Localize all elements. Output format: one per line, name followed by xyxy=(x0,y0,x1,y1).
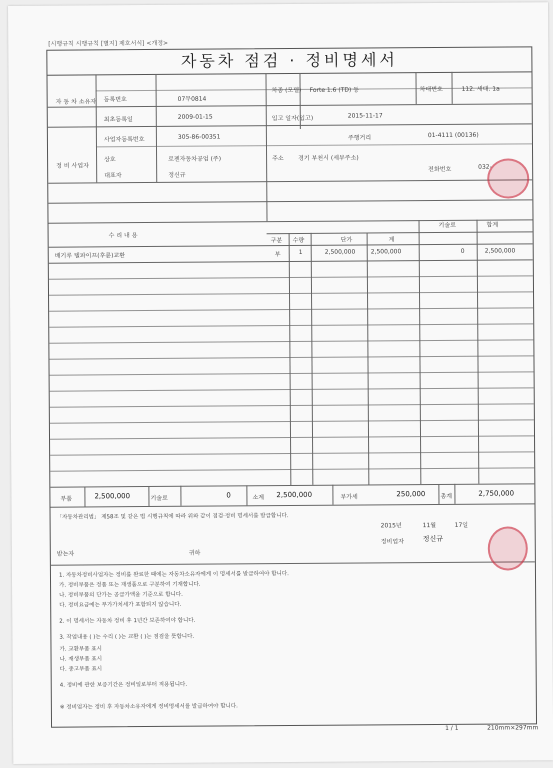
owner-section-label: 자 동 차 소유자 xyxy=(55,98,97,106)
rep-value: 정신규 xyxy=(168,171,186,179)
rep-label: 대표자 xyxy=(104,172,122,180)
row-desc: 배기루 텔파이프(후륜)교환 xyxy=(54,252,126,260)
shop-section-label: 정 비 사업자 xyxy=(56,162,89,170)
phone-label: 전화번호 xyxy=(428,165,452,174)
note-item: 4. 정비에 관한 보증기간은 정비일로부터 적용됩니다. xyxy=(59,681,188,689)
shop-name-label: 상호 xyxy=(104,156,116,164)
address-value: 경기 부천시 (세부주소) xyxy=(298,154,359,162)
subtotal-value: 2,500,000 xyxy=(276,490,313,500)
labor-label: 기술료 xyxy=(150,494,168,503)
recipient-label: 받는자 xyxy=(56,550,75,558)
invoice-form xyxy=(46,46,537,727)
model-label: 차종 (모델) xyxy=(271,86,302,95)
note-item: 나. 정비부품의 단가는 공급가액을 기준으로 합니다. xyxy=(59,591,183,599)
parts-total: 2,500,000 xyxy=(94,492,131,501)
col-total: 합계 xyxy=(486,221,499,229)
biz-no-label: 사업자등록번호 xyxy=(103,136,145,144)
row-qty: 1 xyxy=(298,248,303,256)
note-item: ※ 정비업자는 정비 후 자동차소유자에게 정비명세서를 발급하여야 합니다. xyxy=(59,703,238,711)
page-number: 1 / 1 xyxy=(445,724,459,732)
chassis-label: 차대번호 xyxy=(419,85,443,94)
row-sum: 2,500,000 xyxy=(370,248,402,256)
note-item: 다. 정비요금에는 부가가치세가 포함되지 않습니다. xyxy=(59,601,182,609)
issue-year: 2015년 xyxy=(380,522,402,530)
vat-label: 부가세 xyxy=(340,493,358,501)
note-item: 나. 재생부품 표시 xyxy=(59,656,103,663)
address-label: 주소 xyxy=(272,155,284,163)
paper-size: 210mm×297mm xyxy=(487,724,539,732)
reg-no-value: 07무0814 xyxy=(177,95,207,103)
detail-header: 수 리 내 용 xyxy=(108,232,138,240)
km-label: 주행거리 xyxy=(347,134,372,142)
grand-total-label: 총계 xyxy=(440,492,453,500)
issuer-name: 정신규 xyxy=(422,534,444,544)
note-item: 2. 이 명세서는 자동차 정비 후 1년간 보존하여야 합니다. xyxy=(59,617,196,625)
km-value: 01-4111 (00136) xyxy=(427,131,479,140)
subtotal-label: 소계 xyxy=(252,494,265,502)
col-qty: 수량 xyxy=(292,236,305,245)
first-reg-label: 최초등록일 xyxy=(103,116,133,124)
document-page xyxy=(8,2,553,764)
labor-total: 0 xyxy=(226,491,231,500)
note-item: 1. 자동차정비사업자는 정비를 완료한 때에는 자동차소유자에게 이 명세서를 발급하여야 합니다. xyxy=(58,571,289,579)
first-reg-value: 2009-01-15 xyxy=(177,113,213,121)
form-reference: [시행규칙 시행규칙 [별지] 제호서식] <개정> xyxy=(48,39,169,48)
col-sum: 계 xyxy=(388,236,395,244)
reg-no-label: 등록번호 xyxy=(103,96,127,104)
confirm-text: 「자동차관리법」 제58조 및 같은 법 시행규칙에 따라 위와 같이 점검·정비 명세서를 발급합니다. xyxy=(56,513,289,521)
issue-day: 17일 xyxy=(454,521,469,529)
grand-total-value: 2,750,000 xyxy=(478,489,515,498)
intake-label: 입고 일자(입고) xyxy=(271,114,314,123)
row-labor: 0 xyxy=(460,247,465,255)
row-unit: 2,500,000 xyxy=(324,248,356,256)
col-labor: 기술료 xyxy=(438,221,456,229)
row-kind: 부 xyxy=(274,251,281,259)
document-title: 자동차 점검 · 정비명세서 xyxy=(47,47,531,75)
shop-name-value: 로젠자동차공업 (주) xyxy=(168,155,222,163)
issuer-label: 정비업자 xyxy=(380,538,404,546)
col-kind: 구분 xyxy=(270,237,283,245)
note-item: 다. 중고부품 표시 xyxy=(59,666,103,673)
vat-value: 250,000 xyxy=(396,490,426,499)
model-value: Forte 1.6 (TD) 등 xyxy=(309,86,360,94)
row-total: 2,500,000 xyxy=(484,247,516,255)
biz-no-value: 305-86-00351 xyxy=(177,133,221,141)
col-unit: 단가 xyxy=(340,236,353,244)
parts-label: 부품 xyxy=(60,495,73,503)
phone-value: 032- xyxy=(478,163,492,171)
note-item: 3. 작업내용 ( )는 수리 ( )는 교환 ( )는 점검을 뜻합니다. xyxy=(59,633,195,641)
note-item: 가. 정비부품은 정품 또는 재생품으로 구분하여 기재합니다. xyxy=(59,581,201,589)
issuer-seal-stamp xyxy=(488,526,528,570)
company-seal-stamp xyxy=(487,158,529,198)
chassis-value: 112. 세대. 1a xyxy=(461,85,500,93)
intake-value: 2015-11-17 xyxy=(347,112,383,120)
note-item: 가. 교환부품 표시 xyxy=(59,646,102,653)
issue-month: 11월 xyxy=(422,522,437,530)
recipient-suffix: 귀하 xyxy=(188,549,201,557)
